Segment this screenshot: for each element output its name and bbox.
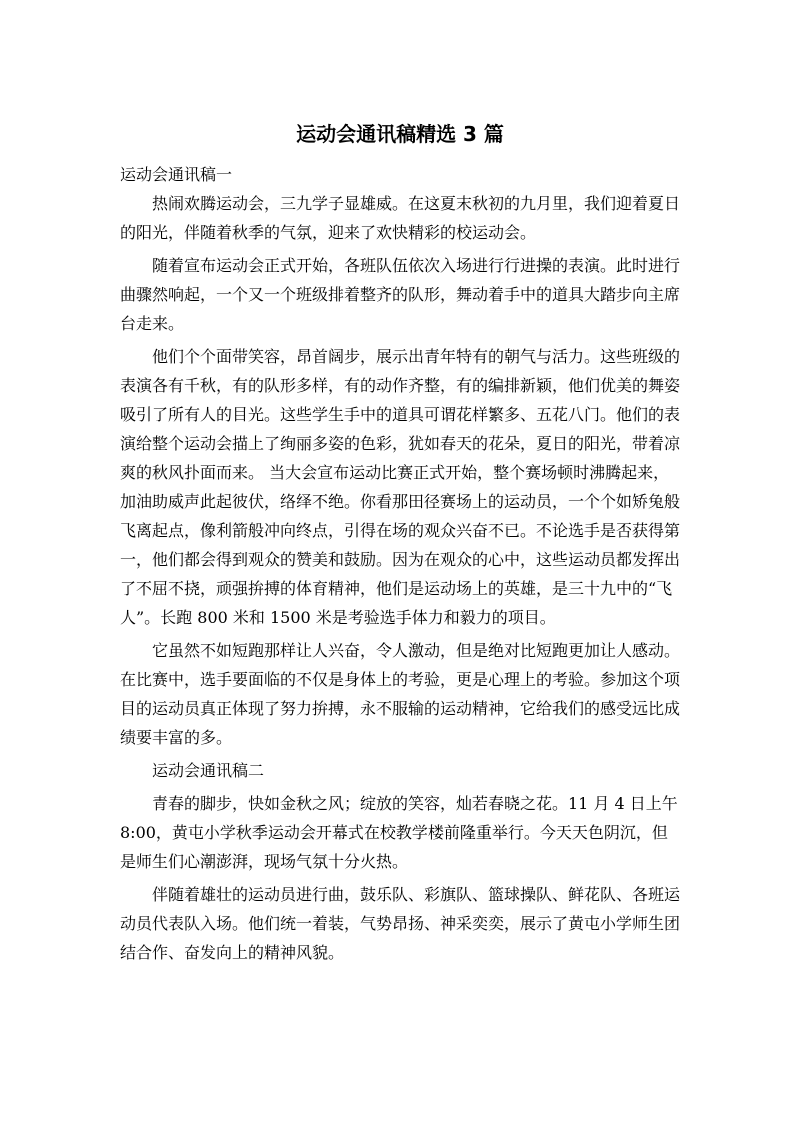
paragraph: 他们个个面带笑容，昂首阔步，展示出青年特有的朝气与活力。这些班级的表演各有千秋，有的队形多样，有的动作齐整，有的编排新颖，他们优美的舞姿吸引了所有人的目光。这些学生手中的道具可谓花样繁多、五花八门。他们的表演给整个运动会描上了绚丽多姿的色彩，犹如春天的花朵，夏日的阳光，带着凉爽的秋风扑面而来。 当大会宣布运动比赛正式开始，整个赛场顿时沸腾起来，加油助威声此起彼伏，络绎不绝。你看那田径赛场上的运动员，一个个如矫兔般飞离起点，像利箭般冲向终点，引得在场的观众兴奋不已。不论选手是否获得第一，他们都会得到观众的赞美和鼓励。因为在观众的心中，这些运动员都发挥出了不屈不挠，顽强拚搏的体育精神，他们是运动场上的英雄，是三十九中的“飞人”。长跑 800 米和 1500 米是考验选手体力和毅力的项目。 xyxy=(120,347,681,627)
paragraph: 热闹欢腾运动会，三九学子显雄威。在这夏末秋初的九月里，我们迎着夏日的阳光，伴随着秋季的气氛，迎来了欢快精彩的校运动会。 xyxy=(120,194,681,242)
paragraph: 青春的脚步，快如金秋之风；绽放的笑容，灿若春晓之花。11 月 4 日上午 8:00，黄屯小学秋季运动会开幕式在校教学楼前隆重举行。今天天色阴沉，但是师生们心潮澎湃，现场气氛十分火热。 xyxy=(120,794,678,871)
section-heading: 运动会通讯稿一 xyxy=(120,165,233,184)
document-title: 运动会通讯稿精选 3 篇 xyxy=(296,122,504,146)
paragraph: 它虽然不如短跑那样让人兴奋，令人激动，但是绝对比短跑更加让人感动。在比赛中，选手要面临的不仅是身体上的考验，更是心理上的考验。参加这个项目的运动员真正体现了努力拚搏，永不服输的运动精神，它给我们的感受远比成绩要丰富的多。 xyxy=(120,641,681,747)
paragraph: 随着宣布运动会正式开始，各班队伍依次入场进行行进操的表演。此时进行曲骤然响起，一个又一个班级排着整齐的队形，舞动着手中的道具大踏步向主席台走来。 xyxy=(120,256,681,333)
paragraph: 伴随着雄壮的运动员进行曲，鼓乐队、彩旗队、篮球操队、鲜花队、各班运动员代表队入场。他们统一着装，气势昂扬、神采奕奕，展示了黄屯小学师生团结合作、奋发向上的精神风貌。 xyxy=(120,885,681,962)
section-heading: 运动会通讯稿二 xyxy=(152,761,265,780)
document-body xyxy=(120,160,680,971)
